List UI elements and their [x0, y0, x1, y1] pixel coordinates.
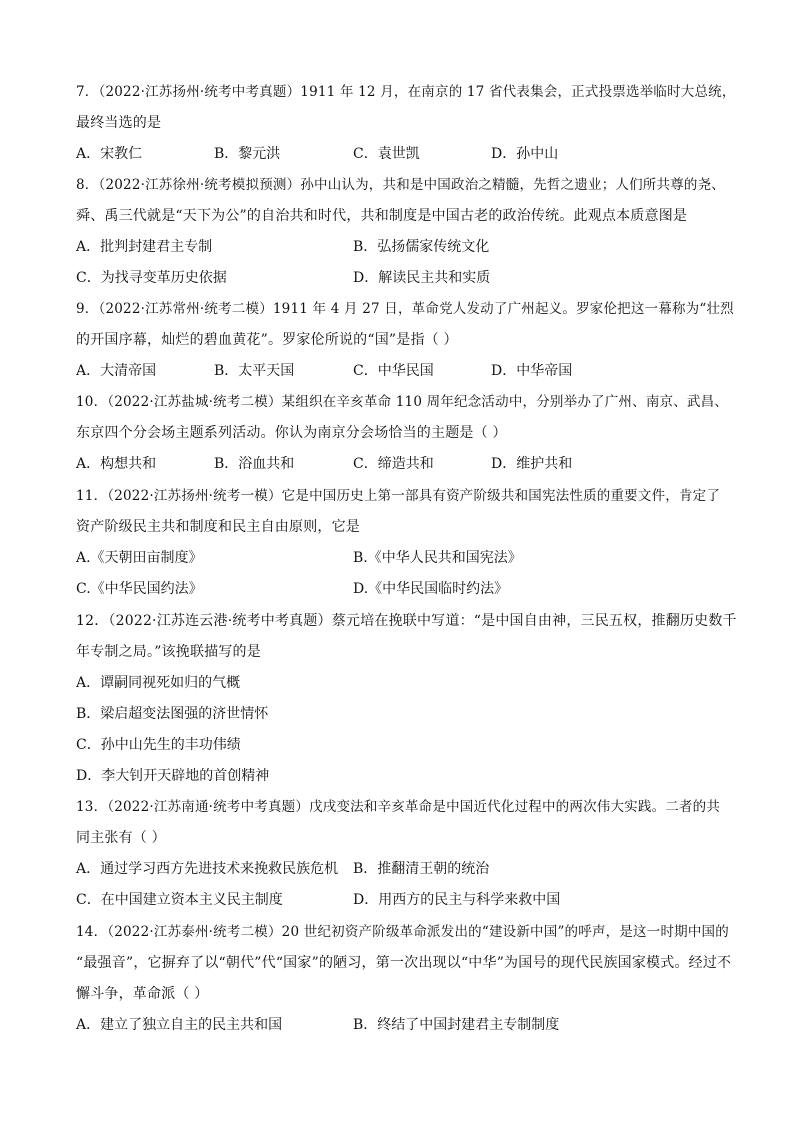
q8-option-c: C．为找寻变革历史依据: [76, 270, 227, 286]
q7-option-b: B．黎元洪: [214, 146, 281, 162]
question-number: 12．: [76, 613, 109, 629]
question-11-line-2: 资产阶级民主共和制度和民主自由原则，它是: [76, 519, 360, 535]
question-number: 14．: [76, 924, 108, 940]
question-stem: 1911 年 4 月 27 日，革命党人发动了广州起义。罗家伦把这一幕称为“壮烈: [272, 301, 734, 317]
question-8-line-1: [76, 175, 725, 195]
question-stem: 20 世纪初资产阶级革命派发出的“建设新中国”的呼声，是这一时期中国的: [281, 924, 729, 940]
q7-option-a: A．宋教仁: [76, 146, 143, 162]
question-source: （2022·江苏扬州·统考一模）: [107, 488, 282, 504]
q12-option-a: A．谭嗣同视死如归的气概: [76, 675, 241, 691]
q8-option-a: A．批判封建君主专制: [76, 239, 213, 255]
q13-option-a: A．通过学习西方先进技术来挽救民族危机: [76, 861, 339, 877]
q9-option-b: B．太平天国: [214, 363, 295, 379]
q13-option-d: D．用西方的民主与科学来救中国: [353, 892, 561, 908]
question-number: 10．: [76, 394, 108, 410]
question-9-line-2: 的开国序幕，灿烂的碧血黄花”。罗家伦所说的“国”是指（ ）: [76, 332, 458, 348]
question-number: 7．: [76, 84, 99, 100]
q10-option-a: A．构想共和: [76, 456, 157, 472]
q14-option-a: A．建立了独立自主的民主共和国: [76, 1017, 283, 1033]
q12-option-b: B．梁启超变法图强的济世情怀: [76, 706, 269, 722]
q13-option-b: B．推翻清王朝的统治: [353, 861, 490, 877]
question-source: （2022·江苏连云港·统考中考真题）: [108, 613, 332, 629]
q12-option-d: D．李大钊开天辟地的首创精神: [76, 768, 270, 784]
q8-option-d: D．解读民主共和实质: [353, 270, 491, 286]
q9-option-c: C．中华民国: [353, 363, 434, 379]
q10-option-c: C．缔造共和: [353, 456, 434, 472]
question-source: （2022·江苏徐州·统考模拟预测）: [98, 177, 301, 193]
question-source: （2022·江苏南通·统考中考真题）: [107, 799, 310, 815]
question-9-line-1: [76, 299, 734, 319]
question-10-line-2: 东京四个分会场主题系列活动。你认为南京分会场恰当的主题是（ ）: [76, 425, 507, 441]
q8-option-b: B．弘扬儒家传统文化: [353, 239, 490, 255]
question-source: （2022·江苏盐城·统考二模）: [107, 394, 282, 410]
q7-option-d: D．孙中山: [491, 146, 559, 162]
q12-option-c: C．孙中山先生的丰功伟绩: [76, 737, 241, 753]
question-7-line-2: 最终当选的是: [76, 115, 162, 131]
q10-option-b: B．浴血共和: [214, 456, 295, 472]
question-14-line-1: [76, 922, 729, 942]
question-stem: 它是中国历史上第一部具有资产阶级共和国宪法性质的重要文件，肯定了: [281, 488, 721, 504]
question-stem: 1911 年 12 月，在南京的 17 省代表集会，正式投票选举临时大总统，: [300, 84, 736, 100]
question-11-line-1: [76, 486, 720, 506]
question-13-line-2: 同主张有（ ）: [76, 830, 166, 846]
question-7-line-1: [76, 82, 736, 102]
question-source: （2022·江苏常州·统考二模）: [98, 301, 273, 317]
question-8-line-2: 舜、禹三代就是“天下为公”的自治共和时代，共和制度是中国古老的政治传统。此观点本质意图是: [76, 208, 688, 224]
question-stem: 某组织在辛亥革命 110 周年纪念活动中，分别举办了广州、南京、武昌、: [281, 394, 729, 410]
question-stem: 蔡元培在挽联中写道：“是中国自由神，三民五权，推翻历史数千: [331, 613, 737, 629]
q11-option-b: B.《中华人民共和国宪法》: [353, 550, 522, 566]
question-13-line-1: [76, 797, 720, 817]
question-10-line-1: [76, 392, 728, 412]
question-number: 8．: [76, 177, 99, 193]
question-number: 11．: [76, 488, 108, 504]
question-source: （2022·江苏泰州·统考二模）: [107, 924, 282, 940]
question-stem: 戊戌变法和辛亥革命是中国近代化过程中的两次伟大实践。二者的共: [309, 799, 721, 815]
q11-option-a: A.《天朝田亩制度》: [76, 550, 203, 566]
q9-option-a: A．大清帝国: [76, 363, 157, 379]
q11-option-c: C.《中华民国约法》: [76, 581, 203, 597]
question-12-line-1: [76, 611, 737, 631]
question-14-line-3: 懈斗争，革命派（ ）: [76, 986, 209, 1002]
question-source: （2022·江苏扬州·统考中考真题）: [98, 84, 301, 100]
q11-option-d: D.《中华民国临时约法》: [353, 581, 509, 597]
q14-option-b: B．终结了中国封建君主专制制度: [353, 1017, 560, 1033]
question-14-line-2: “最强音”，它摒弃了以“朝代”代“国家”的陋习，第一次出现以“中华”为国号的现代民族国家模式。经过不: [76, 955, 732, 971]
question-stem: 孙中山认为，共和是中国政治之精髓，先哲之遗业；人们所共尊的尧、: [300, 177, 725, 193]
question-number: 13．: [76, 799, 108, 815]
question-12-line-2: 年专制之局。”该挽联描写的是: [76, 644, 261, 660]
question-number: 9．: [76, 301, 99, 317]
q7-option-c: C．袁世凯: [353, 146, 420, 162]
q10-option-d: D．维护共和: [491, 456, 573, 472]
q9-option-d: D．中华帝国: [491, 363, 573, 379]
q13-option-c: C．在中国建立资本主义民主制度: [76, 892, 283, 908]
